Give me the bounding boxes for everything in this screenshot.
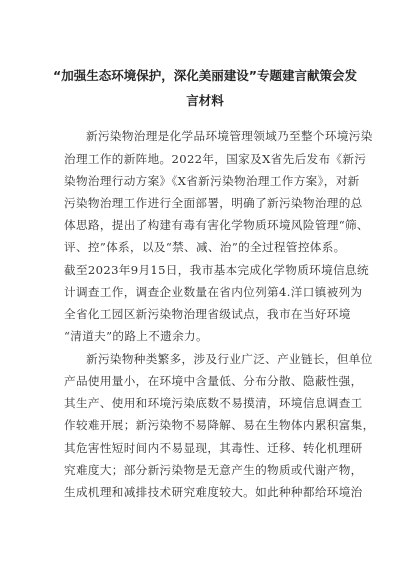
paragraph-2-line-4: 作较难开展；新污染物不易降解、易在生物体内累积富集， bbox=[64, 418, 375, 432]
paragraph-1-line-6: 评、控”体系，以及“禁、减、治”的全过程管控体系。 bbox=[64, 240, 346, 254]
paragraph-1-line-7: 截至2023年9月15日，我市基本完成化学物质环境信息统 bbox=[64, 263, 369, 277]
paragraph-2-line-2: 产品使用量小，在环境中含量低、分布分散、隐蔽性强， bbox=[64, 374, 363, 388]
paragraph-1-line-5: 体思路，提出了构建有毒有害化学物质环境风险管理“筛、 bbox=[64, 218, 369, 232]
paragraph-2-line-7: 生成机理和减排技术研究难度较大。如此种种都给环境治 bbox=[64, 485, 363, 499]
paragraph-2-line-6: 究难度大；部分新污染物是无意产生的物质或代谢产物， bbox=[64, 463, 363, 477]
document-title-line-1: “加强生态环境保护，深化美丽建设”专题建言献策会发 bbox=[53, 68, 357, 83]
paragraph-1-line-9: 全省化工园区新污染物治理省级试点，我市在当好环境 bbox=[64, 307, 351, 321]
paragraph-1-line-10: “清道夫”的路上不遗余力。 bbox=[64, 329, 208, 343]
paragraph-2-line-3: 其生产、使用和环境污染底数不易摸清，环境信息调查工 bbox=[64, 396, 363, 410]
paragraph-2-line-1: 新污染物种类繁多，涉及行业广泛、产业链长，但单位 bbox=[86, 352, 373, 366]
paragraph-1-line-4: 污染物治理工作进行全面部署，明确了新污染物治理的总 bbox=[64, 196, 363, 210]
paragraph-1-line-2: 治理工作的新阵地。2022年，国家及X省先后发布《新污 bbox=[64, 152, 367, 166]
paragraph-2-line-5: 其危害性短时间内不易显现，其毒性、迁移、转化机理研 bbox=[64, 441, 363, 455]
document-title-line-2: 言材料 bbox=[186, 93, 224, 108]
paragraph-1-line-1: 新污染物治理是化学品环境管理领域乃至整个环境污染 bbox=[86, 129, 373, 143]
paragraph-1-line-8: 计调查工作，调查企业数量在省内位列第4.洋口镇被列为 bbox=[64, 285, 363, 299]
paragraph-1-line-3: 染物治理行动方案》《X省新污染物治理工作方案》，对新 bbox=[64, 174, 360, 188]
